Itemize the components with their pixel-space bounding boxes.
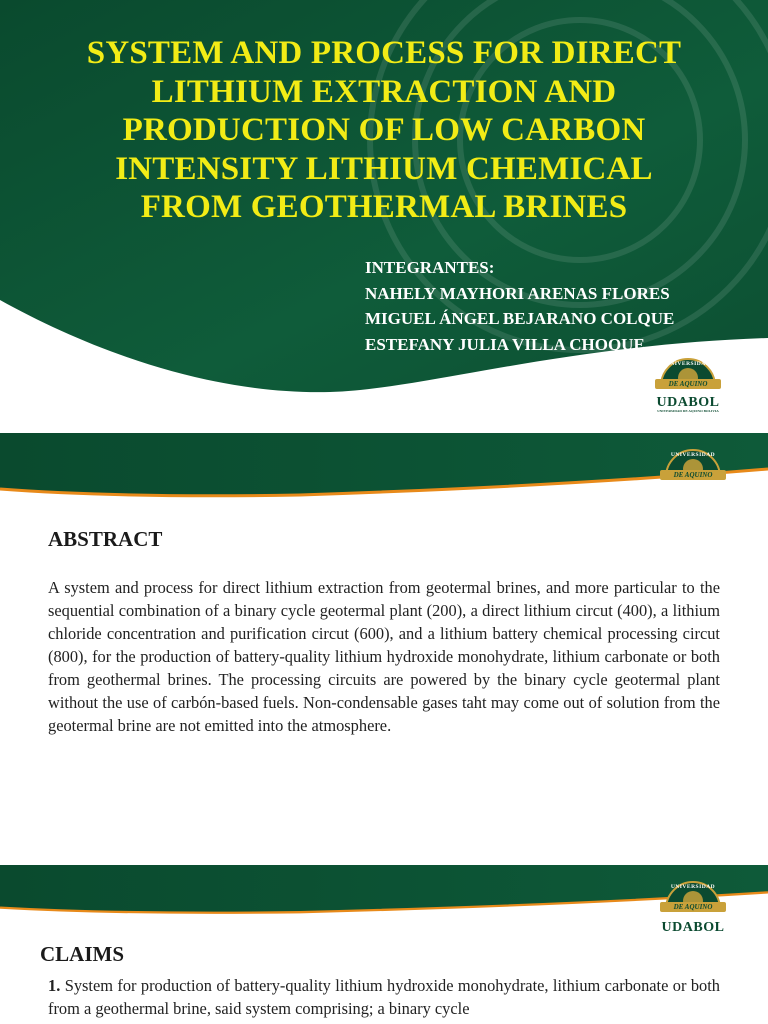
logo-arc-text: UNIVERSIDAD — [670, 884, 716, 890]
udabol-logo — [650, 443, 736, 505]
member-name: NAHELY MAYHORI ARENAS FLORES — [365, 283, 670, 303]
title-line: FROM GEOTHERMAL BRINES — [140, 189, 628, 225]
abstract-body: A system and process for direct lithium extraction from geotermal brines, and more particular to the sequential combination of a binary cycle geotermal plant (200), a direct lithium circut (400), a lithium chloride concentration and purification circut (600), and a lithium battery chemical processing circut (800), for the production of battery-quality lithium hydroxide monohydrate, lithium carbonate or both from geothermal brines. The processing circuits are powered by the binary cycle geotermal plant without the use of carbón-based fuels. Non-condensable gases taht may come out of solution from the geotermal brine are not emitted into the atmosphere. — [48, 578, 720, 735]
udabol-logo — [650, 875, 736, 937]
title-line: PRODUCTION OF LOW CARBON — [122, 112, 646, 148]
abstract-heading: ABSTRACT — [48, 527, 163, 551]
logo-tagline: UNIVERSIDAD DE AQUINO BOLIVIA — [657, 409, 719, 413]
claim-item — [48, 974, 720, 1020]
logo-name: UDABOL — [661, 488, 725, 503]
slide-gap — [0, 835, 768, 865]
title-line: INTENSITY LITHIUM CHEMICAL — [115, 150, 653, 187]
logo-name: UDABOL — [656, 395, 720, 410]
members-label: INTEGRANTES: — [365, 258, 495, 277]
logo-name: UDABOL — [661, 920, 725, 935]
claims-slide — [0, 865, 768, 1024]
members-block — [365, 255, 765, 357]
udabol-logo — [645, 352, 731, 414]
member-name: ESTEFANY JULIA VILLA CHOQUE — [365, 334, 645, 354]
claim-number: 1. — [48, 976, 61, 995]
presentation-title — [40, 34, 728, 227]
slide-gap — [0, 418, 768, 433]
claims-heading: CLAIMS — [40, 942, 125, 966]
title-line: LITHIUM EXTRACTION AND — [151, 73, 617, 110]
title-line: SYSTEM AND PROCESS FOR DIRECT — [86, 35, 682, 71]
abstract-slide — [0, 433, 768, 835]
member-name: MIGUEL ÁNGEL BEJARANO COLQUE — [365, 309, 675, 328]
claim-text: System for production of battery-quality lithium hydroxide monohydrate, lithium carbonate or both from a geothermal brine, said system comprising; a binary cycle — [48, 976, 720, 1018]
logo-banner-text: DE AQUINO — [673, 903, 713, 911]
title-slide — [0, 0, 768, 418]
logo-banner-text: DE AQUINO — [668, 380, 708, 388]
logo-arc-text: UNIVERSIDAD — [670, 452, 716, 458]
logo-banner-text: DE AQUINO — [673, 471, 713, 479]
logo-arc-text: UNIVERSIDAD — [665, 361, 711, 367]
